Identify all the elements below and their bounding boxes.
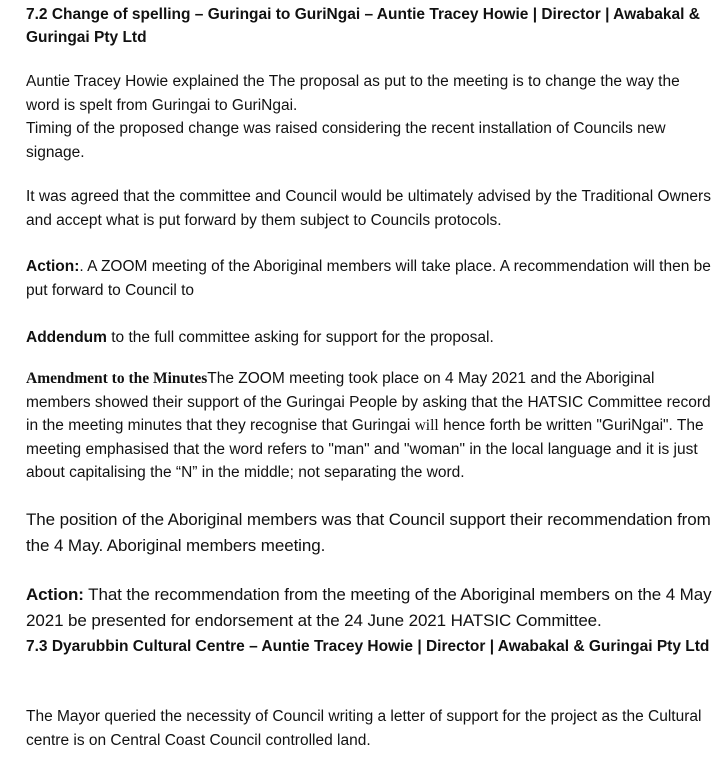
addendum-label: Addendum (26, 329, 107, 346)
amendment-text-a: The ZOOM meeting took place on 4 May 2021 and the Aboriginal members showed their support of the Guringai People by asking that the HATSIC Committee record in the meeting minutes that they recognise that Guringai (26, 370, 711, 434)
addendum-paragraph (26, 326, 716, 350)
addendum-text: to the full committee asking for support for the proposal. (106, 329, 494, 346)
position-paragraph: The position of the Aboriginal members was that Council support their recommendation from the 4 May. Aboriginal members meeting. (26, 510, 711, 555)
section-7-2-heading: 7.2 Change of spelling – Guringai to GuriNgai – Auntie Tracey Howie | Director | Awabakal & Guringai Pty Ltd (26, 6, 700, 46)
amendment-label: Amendment to the Minutes (26, 370, 208, 387)
agreement-paragraph: It was agreed that the committee and Council would be ultimately advised by the Traditional Owners and accept what is put forward by them subject to Councils protocols. (26, 188, 711, 229)
action-paragraph-2 (26, 582, 716, 634)
explanation-text: Auntie Tracey Howie explained the The proposal as put to the meeting is to change the way the word is spelt from Guringai to GuriNgai. (26, 73, 680, 114)
amendment-paragraph (26, 367, 716, 485)
action-label: Action: (26, 258, 80, 275)
action-paragraph-1 (26, 255, 716, 302)
amendment-text-b: hence forth be written "GuriNgai". The meeting emphasised that the word refers to "man" and "woman" in the local language and it is just about capitalising the “N” in the middle; not separating the word. (26, 417, 704, 481)
timing-text: Timing of the proposed change was raised considering the recent installation of Councils new signage. (26, 120, 666, 161)
section-7-3-heading: 7.3 Dyarubbin Cultural Centre – Auntie Tracey Howie | Director | Awabakal & Guringai Pty Ltd (26, 638, 710, 655)
explanation-paragraph (26, 70, 716, 164)
action-text: . A ZOOM meeting of the Aboriginal members will take place. A recommendation will then be put forward to Council to (26, 258, 711, 299)
action-text: That the recommendation from the meeting of the Aboriginal members on the 4 May 2021 be presented for endorsement at the 24 June 2021 HATSIC Committee. (26, 585, 712, 630)
action-label: Action: (26, 585, 84, 604)
mayor-query-paragraph: The Mayor queried the necessity of Council writing a letter of support for the project as the Cultural centre is on Central Coast Council controlled land. (26, 708, 702, 749)
amendment-text-will: will (414, 417, 439, 434)
